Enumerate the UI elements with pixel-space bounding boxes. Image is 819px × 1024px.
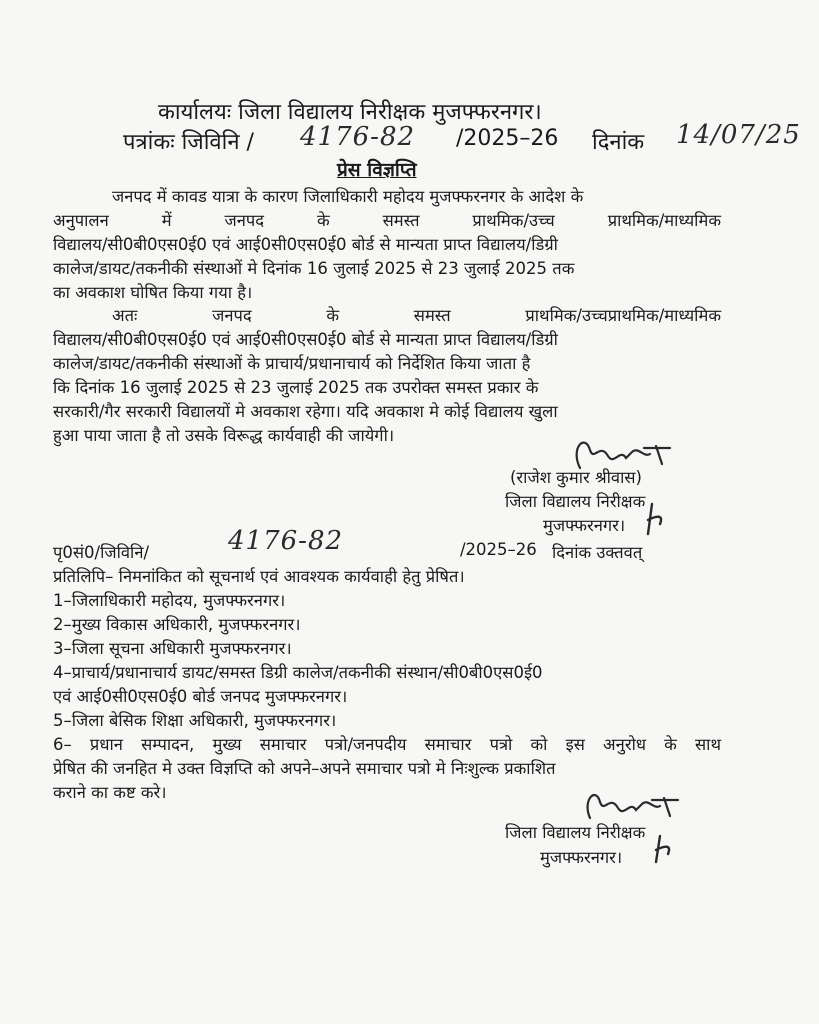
copy-list-item: 1–जिलाधिकारी महोदय, मुजफ्फरनगर। (53, 591, 286, 610)
copy-list-item: 2–मुख्य विकास अधिकारी, मुजफ्फरनगर। (53, 615, 301, 634)
signature2-designation: जिला विद्यालय निरीक्षक (505, 823, 646, 842)
copy-list-item: 3–जिला सूचना अधिकारी मुजफ्फरनगर। (53, 639, 292, 658)
signature1-name: (राजेश कुमार श्रीवास) (510, 468, 642, 487)
date-label: दिनांक (592, 130, 645, 155)
copy-reference-year: /2025–26 (460, 540, 537, 559)
reference-year: /2025–26 (456, 126, 559, 151)
date-handwritten: 14/07/25 (676, 120, 801, 150)
para1-line: जनपद में कावड यात्रा के कारण जिलाधिकारी महोदय मुजफ्फरनगर के आदेश के (112, 187, 584, 206)
office-heading: कार्यालयः जिला विद्यालय निरीक्षक मुजफ्फरनगर। (158, 100, 542, 125)
copy-intro: प्रतिलिपि– निमनांकित को सूचनार्थ एवं आवश्यक कार्यवाही हेतु प्रेषित। (53, 567, 465, 586)
para2-line: विद्यालय/सी0बी0एस0ई0 एवं आई0सी0एस0ई0 बोर्ड से मान्यता प्राप्त विद्यालय/डिग्री (53, 330, 558, 349)
copy-reference-date: दिनांक उक्तवत् (552, 543, 643, 562)
para2-line: अतः जनपद के समस्त प्राथमिक/उच्चप्राथमिक/माध्यमिक (112, 306, 721, 325)
notice-title: प्रेस विज्ञप्ति (337, 159, 417, 181)
copy-list-item: 6– प्रधान सम्पादन, मुख्य समाचार पत्रो/जनपदीय समाचार पत्रो को इस अनुरोध के साथ (53, 735, 721, 754)
reference-number-handwritten: 4176-82 (300, 122, 416, 152)
initial-mark (640, 832, 676, 868)
signature2-place: मुजफ्फरनगर। (540, 848, 623, 867)
copy-reference-handwritten: 4176-82 (228, 526, 344, 556)
para2-line: कालेज/डायट/तकनीकी संस्थाओं के प्राचार्य/प्रधानाचार्य को निर्देशित किया जाता है (53, 354, 531, 373)
signature1-place: मुजफ्फरनगर। (543, 516, 626, 535)
reference-prefix: पत्रांकः जिविनि / (123, 130, 254, 155)
copy-list-item: एवं आई0सी0एस0ई0 बोर्ड जनपद मुजफ्फरनगर। (53, 687, 348, 706)
para2-line: हुआ पाया जाता है तो उसके विरूद्ध कार्यवाही की जायेगी। (53, 426, 395, 445)
para2-line: कि दिनांक 16 जुलाई 2025 से 23 जुलाई 2025 तक उपरोक्त समस्त प्रकार के (53, 378, 539, 397)
para1-line: विद्यालय/सी0बी0एस0ई0 एवं आई0सी0एस0ई0 बोर्ड से मान्यता प्राप्त विद्यालय/डिग्री (53, 235, 558, 254)
para1-line: का अवकाश घोषित किया गया है। (53, 283, 253, 302)
copy-list-item: कराने का कष्ट करे। (53, 783, 167, 802)
initial-mark (630, 500, 670, 540)
copy-list-item: प्रेषित की जनहित मे उक्त विज्ञप्ति को अपने–अपने समाचार पत्रो मे निःशुल्क प्रकाशित (53, 759, 556, 778)
para1-line: अनुपालन में जनपद के समस्त प्राथमिक/उच्च प्राथमिक/माध्यमिक (53, 211, 721, 230)
signature1-designation: जिला विद्यालय निरीक्षक (505, 492, 646, 511)
copy-list-item: 4–प्राचार्य/प्रधानाचार्य डायट/समस्त डिग्री कालेज/तकनीकी संस्थान/सी0बी0एस0ई0 (53, 663, 543, 682)
para1-line: कालेज/डायट/तकनीकी संस्थाओं मे दिनांक 16 जुलाई 2025 से 23 जुलाई 2025 तक (53, 259, 575, 278)
copy-reference-prefix: पृ0सं0/जिविनि/ (53, 543, 150, 562)
para2-line: सरकारी/गैर सरकारी विद्यालयों मे अवकाश रहेगा। यदि अवकाश मे कोई विद्यालय खुला (53, 402, 558, 421)
copy-list-item: 5–जिला बेसिक शिक्षा अधिकारी, मुजफ्फरनगर। (53, 711, 337, 730)
